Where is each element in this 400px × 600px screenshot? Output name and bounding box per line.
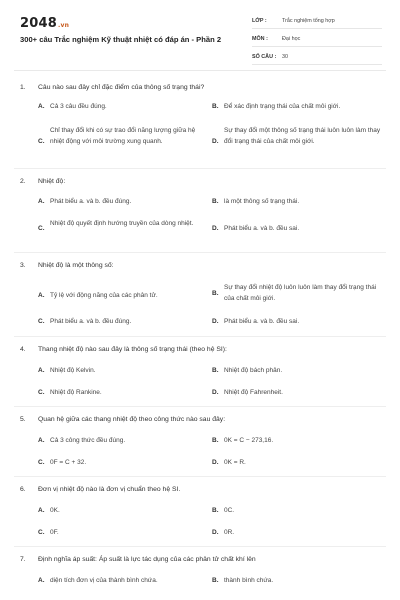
question-body: Thang nhiệt độ nào sau đây là thông số trạng thái (theo hệ SI): bbox=[38, 346, 227, 353]
question-body: Câu nào sau đây chỉ đặc điểm của thông số trạng thái? bbox=[38, 84, 205, 91]
option-letter: D. bbox=[212, 318, 219, 325]
option-d[interactable] bbox=[212, 125, 382, 147]
option-letter: A. bbox=[38, 507, 45, 514]
option-a[interactable] bbox=[38, 435, 198, 446]
option-c[interactable] bbox=[38, 457, 198, 468]
question-number: 5. bbox=[20, 416, 26, 423]
option-b[interactable] bbox=[212, 575, 384, 586]
option-text: 0K = C − 273,16. bbox=[224, 437, 274, 444]
option-letter: B. bbox=[212, 437, 219, 444]
option-letter: C. bbox=[38, 389, 45, 396]
option-d[interactable] bbox=[212, 457, 384, 468]
option-text: Tỷ lệ với động năng của các phân tử. bbox=[50, 292, 158, 299]
question-number: 1. bbox=[20, 84, 26, 91]
option-text: 0R. bbox=[224, 529, 235, 536]
option-letter: D. bbox=[212, 389, 219, 396]
option-text: Cả 3 công thức đều đúng. bbox=[50, 437, 126, 444]
option-letter: A. bbox=[38, 103, 45, 110]
option-letter: B. bbox=[212, 290, 219, 297]
question-text bbox=[20, 262, 114, 269]
option-b[interactable] bbox=[212, 435, 384, 446]
option-text: Nhiệt độ Kelvin. bbox=[50, 367, 96, 374]
logo-suffix: .vn bbox=[57, 22, 70, 29]
question-text bbox=[20, 178, 65, 185]
question-text bbox=[20, 486, 180, 493]
meta-row-subject bbox=[252, 32, 382, 47]
meta-value: 30 bbox=[282, 54, 288, 60]
option-letter: C. bbox=[38, 225, 45, 232]
question-text bbox=[20, 556, 256, 563]
option-letter: B. bbox=[212, 577, 219, 584]
option-letter: A. bbox=[38, 367, 45, 374]
option-text: là một thông số trạng thái. bbox=[224, 198, 300, 205]
option-letter: C. bbox=[38, 459, 45, 466]
document-meta bbox=[252, 14, 382, 68]
option-letter: A. bbox=[38, 437, 45, 444]
option-b[interactable] bbox=[212, 196, 384, 207]
option-a[interactable] bbox=[38, 365, 198, 376]
option-letter: C. bbox=[38, 529, 45, 536]
option-text: Cả 3 câu đều đúng. bbox=[50, 103, 107, 110]
option-text: Chỉ thay đổi khi có sự trao đổi năng lượng giữa hệ nhiệt động với môi trường xung quanh. bbox=[50, 127, 196, 145]
question-number: 4. bbox=[20, 346, 26, 353]
option-text: Phát biểu a. và b. đều đúng. bbox=[50, 318, 132, 325]
question-divider bbox=[14, 252, 386, 253]
option-letter: B. bbox=[212, 198, 219, 205]
option-c[interactable] bbox=[38, 527, 198, 538]
option-text: Phát biểu a. và b. đều sai. bbox=[224, 225, 300, 232]
question-divider bbox=[14, 406, 386, 407]
option-letter: D. bbox=[212, 225, 219, 232]
option-letter: A. bbox=[38, 577, 45, 584]
option-letter: B. bbox=[212, 507, 219, 514]
option-letter: A. bbox=[38, 292, 45, 299]
option-text: 0K. bbox=[50, 507, 60, 514]
option-text: Sự thay đổi nhiệt độ luôn luôn làm thay đổi trạng thái của chất môi giới. bbox=[224, 284, 377, 302]
question-divider bbox=[14, 546, 386, 547]
option-text: Nhiệt độ Fahrenheit. bbox=[224, 389, 283, 396]
option-c[interactable] bbox=[38, 316, 198, 327]
option-a[interactable] bbox=[38, 101, 198, 112]
meta-row-class bbox=[252, 14, 382, 29]
document-header bbox=[0, 0, 400, 68]
meta-key: SỐ CÂU : bbox=[252, 54, 277, 60]
question-text bbox=[20, 416, 225, 423]
option-a[interactable] bbox=[38, 290, 198, 301]
question-number: 7. bbox=[20, 556, 26, 563]
question-divider bbox=[14, 168, 386, 169]
page-title: 300+ câu Trắc nghiệm Kỹ thuật nhiệt có đáp án - Phần 2 bbox=[20, 35, 222, 44]
question-number: 3. bbox=[20, 262, 26, 269]
question-text bbox=[20, 84, 204, 91]
question-body: Đơn vị nhiệt độ nào là đơn vị chuẩn theo hệ SI. bbox=[38, 486, 181, 493]
option-text: 0C. bbox=[224, 507, 235, 514]
option-letter: B. bbox=[212, 103, 219, 110]
option-text: 0F = C + 32. bbox=[50, 459, 87, 466]
option-letter: D. bbox=[212, 138, 219, 145]
option-text: 0F. bbox=[50, 529, 59, 536]
meta-key: LỚP : bbox=[252, 18, 267, 24]
logo-main: 2048 bbox=[20, 16, 57, 31]
question-body: Nhiệt độ: bbox=[38, 178, 66, 185]
option-a[interactable] bbox=[38, 505, 198, 516]
option-text: diện tích đơn vị của thành bình chứa. bbox=[50, 577, 158, 584]
meta-value: Đại học bbox=[282, 36, 301, 42]
option-letter: A. bbox=[38, 198, 45, 205]
option-text: Phát biểu a. và b. đều đúng. bbox=[50, 198, 132, 205]
option-c[interactable] bbox=[38, 387, 198, 398]
question-body: Quan hệ giữa các thang nhiệt độ theo công thức nào sau đây: bbox=[38, 416, 226, 423]
header-divider bbox=[14, 70, 386, 71]
question-text bbox=[20, 346, 227, 353]
option-b[interactable] bbox=[212, 505, 384, 516]
question-divider bbox=[14, 336, 386, 337]
option-text: Phát biểu a. và b. đều sai. bbox=[224, 318, 300, 325]
option-letter: D. bbox=[212, 529, 219, 536]
option-letter: B. bbox=[212, 367, 219, 374]
option-d[interactable] bbox=[212, 527, 384, 538]
option-c[interactable] bbox=[38, 218, 198, 234]
option-text: thành bình chứa. bbox=[224, 577, 274, 584]
site-logo[interactable] bbox=[20, 16, 69, 31]
option-letter: C. bbox=[38, 318, 45, 325]
question-body: Nhiệt độ là một thông số: bbox=[38, 262, 114, 269]
option-d[interactable] bbox=[212, 316, 384, 327]
option-text: Nhiệt độ quyết định hướng truyền của dòng nhiệt. bbox=[50, 220, 194, 227]
option-text: Nhiệt độ bách phân. bbox=[224, 367, 283, 374]
option-letter: C. bbox=[38, 138, 45, 145]
meta-row-count bbox=[252, 50, 382, 65]
option-letter: D. bbox=[212, 459, 219, 466]
option-b[interactable] bbox=[212, 282, 386, 304]
meta-value: Trắc nghiệm tổng hợp bbox=[282, 18, 335, 24]
option-d[interactable] bbox=[212, 387, 384, 398]
question-number: 6. bbox=[20, 486, 26, 493]
option-d[interactable] bbox=[212, 223, 384, 234]
question-number: 2. bbox=[20, 178, 26, 185]
option-c[interactable] bbox=[38, 125, 202, 147]
question-body: Định nghĩa áp suất: Áp suất là lực tác dụng của các phân tử chất khí lên bbox=[38, 556, 256, 563]
meta-key: MÔN : bbox=[252, 36, 268, 42]
option-b[interactable] bbox=[212, 365, 384, 376]
question-divider bbox=[14, 476, 386, 477]
option-text: Nhiệt độ Rankine. bbox=[50, 389, 102, 396]
option-text: Để xác định trạng thái của chất môi giới. bbox=[224, 103, 341, 110]
option-a[interactable] bbox=[38, 575, 208, 586]
option-b[interactable] bbox=[212, 101, 384, 112]
option-text: Sự thay đổi một thông số trạng thái luôn luôn làm thay đổi trạng thái của chất môi giới. bbox=[224, 127, 381, 145]
option-text: 0K = R. bbox=[224, 459, 246, 466]
option-a[interactable] bbox=[38, 196, 198, 207]
